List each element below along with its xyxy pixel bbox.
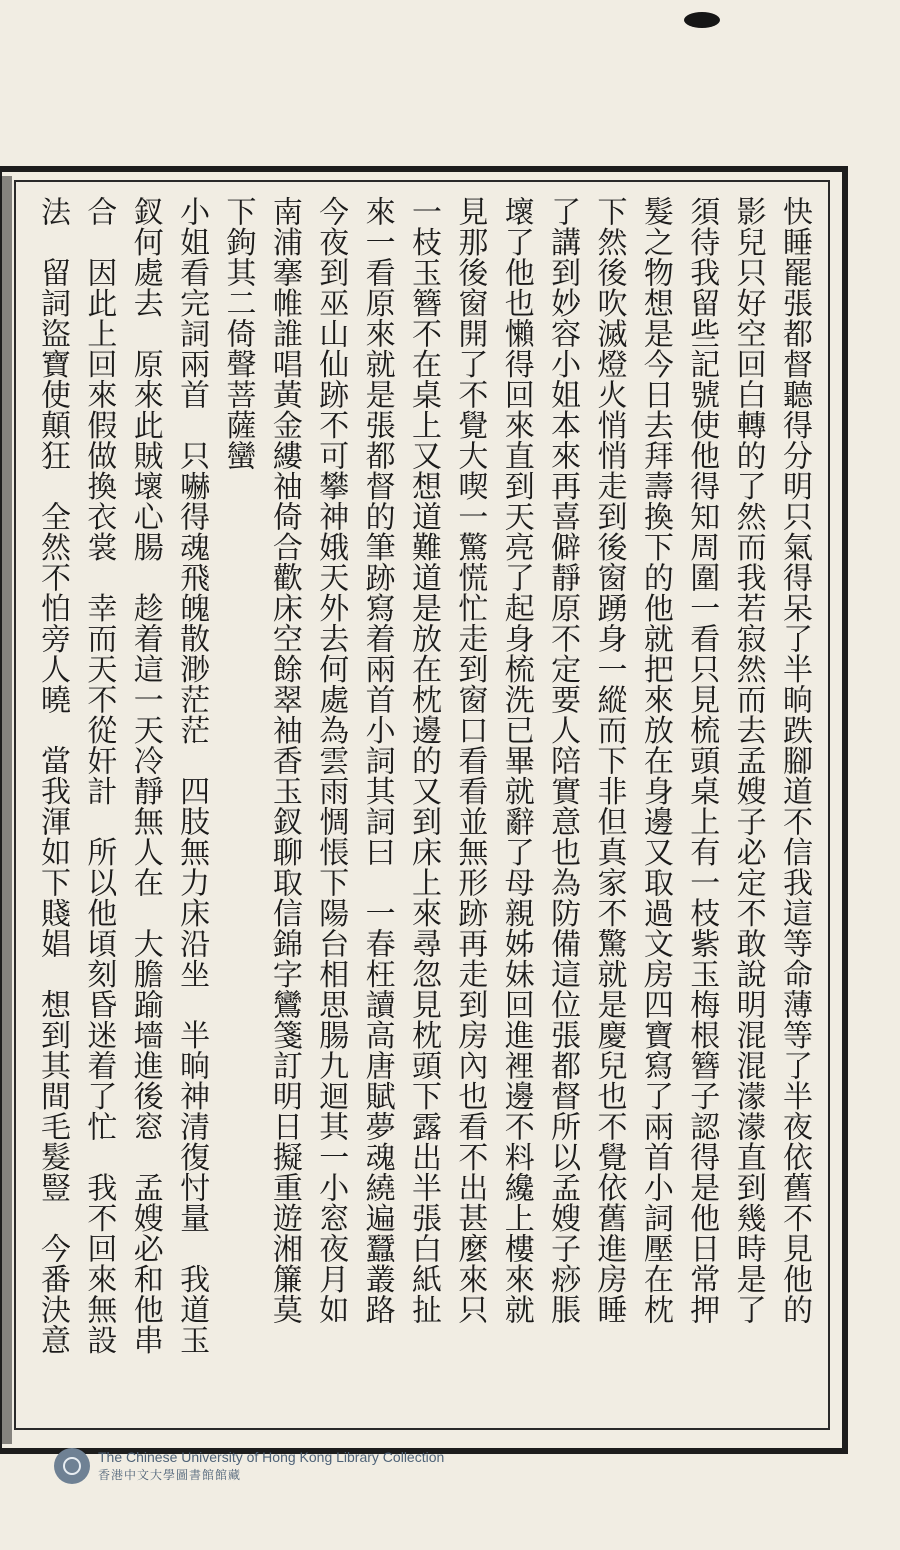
text-column: 釵何處去 原來此賊壞心腸 趁着這一天冷靜無人在 大膽踰墻進後窓 孟嫂必和他串 bbox=[127, 196, 163, 1355]
library-logo-icon bbox=[54, 1448, 90, 1484]
text-column: 合 因此上回來假做換衣裳 幸而天不從奸計 所以他頃刻昏迷着了忙 我不回來無設 bbox=[81, 196, 117, 1355]
text-column: 快睡罷張都督聽得分明只氣得呆了半晌跌腳道不信我這等命薄等了半夜依舊不見他的 bbox=[777, 196, 812, 1325]
watermark-english: The Chinese University of Hong Kong Library Collection bbox=[98, 1449, 445, 1465]
text-column: 下鉤其二倚聲菩薩蠻 bbox=[220, 196, 256, 471]
text-column: 來一看原來就是張都督的筆跡寫着兩首小詞其詞曰 一春枉讀高唐賦夢魂繞遍蠶叢路 bbox=[359, 196, 395, 1325]
text-column: 小姐看完詞兩首 只嚇得魂飛魄散渺茫茫 四肢無力床沿坐 半晌神清復忖量 我道玉 bbox=[174, 196, 210, 1355]
text-column: 南浦搴帷誰唱黃金縷䄂倚合歡床空餘翠袖香玉釵聊取信錦字鸞箋訂明日擬重遊湘簾莫 bbox=[266, 196, 302, 1325]
text-column: 下然後吹滅燈火悄悄走到後窗踴身一縱而下非但真家不驚就是慶兒也不覺依舊進房睡 bbox=[591, 196, 627, 1325]
watermark-text bbox=[98, 1448, 444, 1484]
text-column: 法 留詞盜寶使顛狂 全然不怕旁人曉 當我渾如下賤娼 想到其間毛髮豎 今番決意 bbox=[35, 196, 70, 1355]
ink-blotch bbox=[684, 12, 720, 28]
text-column: 須待我留些記號使他得知周圍一看只見梳頭桌上有一枝紫玉梅根簪子認得是他日常押 bbox=[684, 196, 720, 1325]
text-column: 髮之物想是今日去拜壽換下的他就把來放在身邊又取過文房四寶寫了兩首小詞壓在枕 bbox=[637, 196, 673, 1325]
text-columns bbox=[34, 196, 812, 1420]
text-column: 影兒只好空回白轉的了然而我若寂然而去孟嫂子必定不敢說明混混濛濛直到幾時是了 bbox=[730, 196, 766, 1325]
library-watermark bbox=[54, 1448, 444, 1484]
text-column: 了講到妙容小姐本來再喜僻靜原不定要人陪實意也為防備這位張都督所以孟嫂子痧脹 bbox=[545, 196, 581, 1325]
text-column: 見那後窗開了不覺大喫一驚慌忙走到窗口看看並無形跡再走到房內也看不出甚麼來只 bbox=[452, 196, 488, 1325]
text-column: 一枝玉簪不在桌上又想道難道是放在枕邊的又到床上來尋忽見枕頭下露出半張白紙扯 bbox=[406, 196, 441, 1325]
watermark-chinese: 香港中文大學圖書館館藏 bbox=[98, 1468, 242, 1482]
text-column: 今夜到巫山仙跡不可攀神娥天外去何處為雲雨惆悵下陽台相思腸九迴其一小窓夜月如 bbox=[313, 196, 349, 1325]
text-column: 壞了他也懶得回來直到天亮了起身梳洗已畢就辭了母親姊妹回進裡邊不料纔上樓來就 bbox=[498, 196, 534, 1325]
